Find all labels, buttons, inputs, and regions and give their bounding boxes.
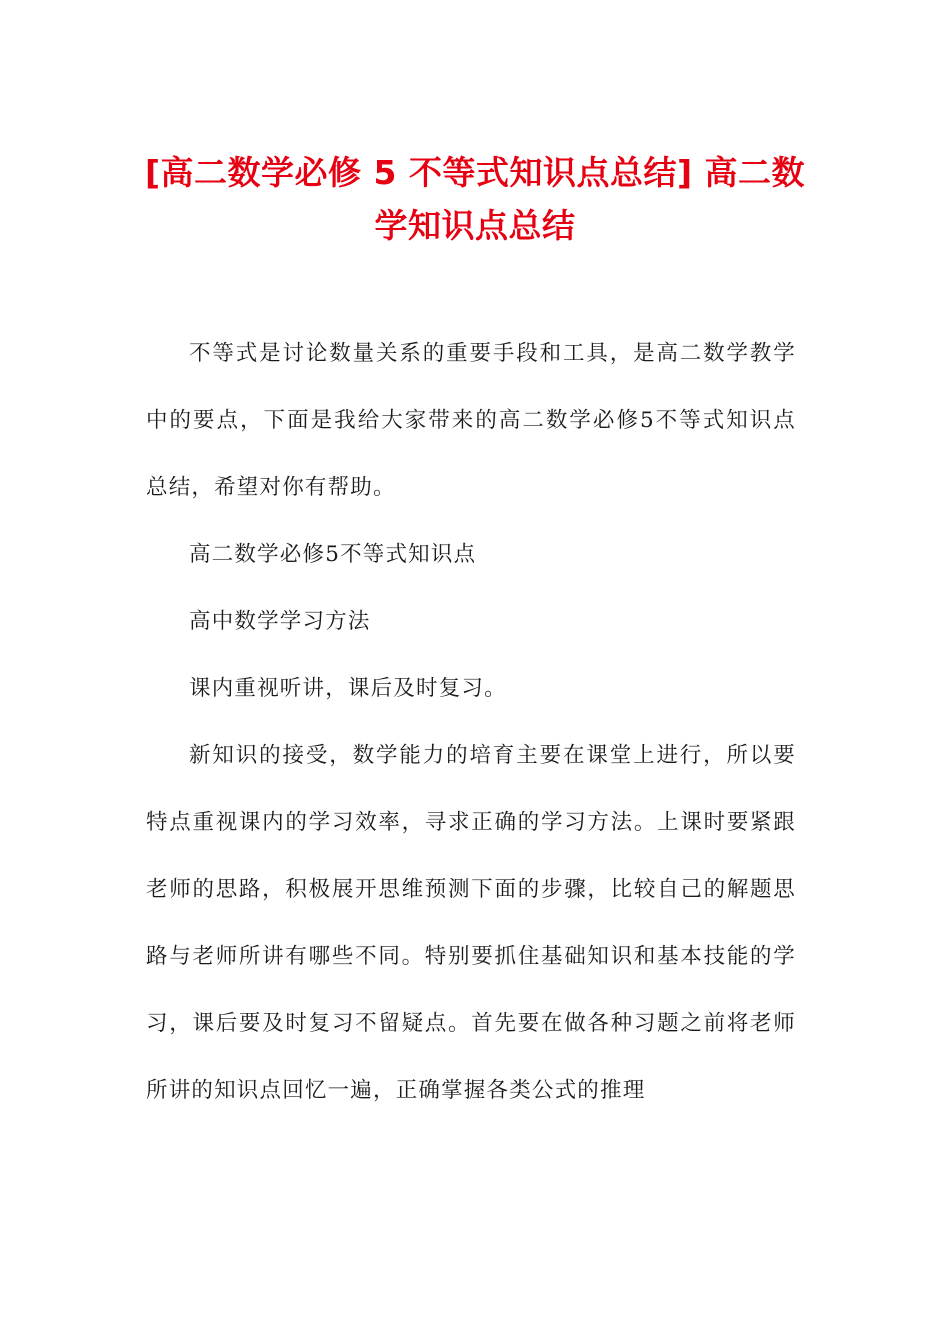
subheading-listen-review: 课内重视听讲，课后及时复习。 (189, 676, 507, 701)
section-heading-study-method: 高中数学学习方法 (189, 609, 371, 634)
section-heading-inequality: 高二数学必修5不等式知识点 (189, 542, 477, 567)
document-body (146, 320, 796, 1124)
intro-paragraph: 不等式是讨论数量关系的重要手段和工具，是高二数学教学中的要点，下面是我给大家带来的高二数学必修5不等式知识点总结，希望对你有帮助。 (146, 341, 796, 500)
body-paragraph: 新知识的接受，数学能力的培育主要在课堂上进行，所以要特点重视课内的学习效率，寻求正确的学习方法。上课时要紧跟老师的思路，积极展开思维预测下面的步骤，比较自己的解题思路与老师所讲有哪些不同。特别要抓住基础知识和基本技能的学习，课后要及时复习不留疑点。首先要在做各种习题之前将老师所讲的知识点回忆一遍，正确掌握各类公式的推理 (146, 743, 796, 1103)
document-title: [高二数学必修 5 不等式知识点总结] 高二数学知识点总结 (144, 153, 806, 245)
